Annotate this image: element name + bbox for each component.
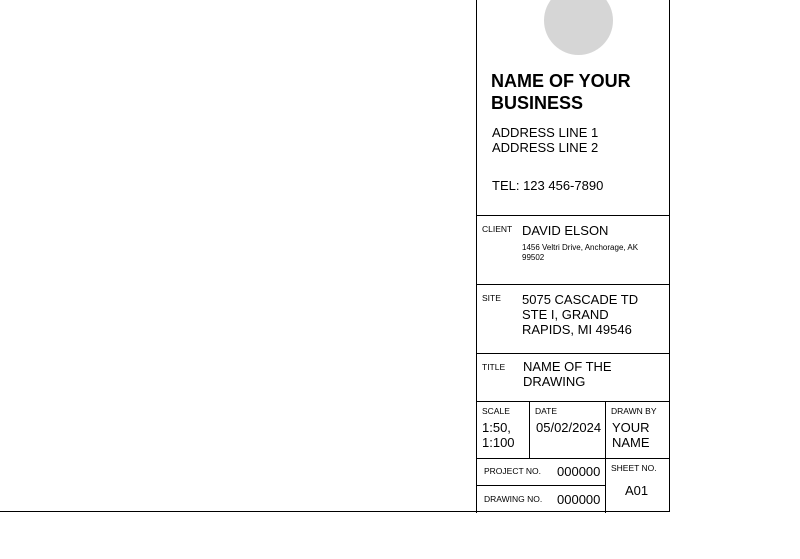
title-label: TITLE	[482, 362, 506, 372]
business-address	[492, 125, 598, 155]
date-label: DATE	[535, 406, 558, 416]
drawn-by-value: YOUR NAME	[612, 420, 650, 450]
scale-value: 1:50, 1:100	[482, 420, 515, 450]
site-label: SITE	[482, 293, 501, 303]
drawn-by-label: DRAWN BY	[611, 406, 657, 416]
drawing-no-label: DRAWING NO.	[484, 494, 543, 504]
project-no-label: PROJECT NO.	[484, 466, 541, 476]
divider	[477, 458, 670, 459]
divider	[605, 401, 606, 513]
sheet-no-value: A01	[625, 483, 649, 498]
divider	[477, 215, 670, 216]
business-tel: TEL: 123 456-7890	[492, 178, 604, 193]
divider	[477, 284, 670, 285]
client-address: 1456 Veltri Drive, Anchorage, AK 99502	[522, 243, 639, 262]
divider	[477, 485, 605, 486]
drawing-no-value: 000000	[557, 492, 601, 507]
divider	[529, 401, 530, 458]
address-line-1: ADDRESS LINE 1	[492, 125, 599, 140]
divider	[477, 353, 670, 354]
scale-label: SCALE	[482, 406, 510, 416]
divider	[477, 401, 670, 402]
address-line-2: ADDRESS LINE 2	[492, 140, 599, 155]
title-block	[476, 0, 670, 513]
sheet-no-label: SHEET NO.	[611, 463, 657, 473]
drawing-title: NAME OF THE DRAWING	[523, 359, 612, 389]
business-name: NAME OF YOUR BUSINESS	[491, 71, 631, 113]
client-name: DAVID ELSON	[522, 223, 609, 238]
project-no-value: 000000	[557, 464, 601, 479]
date-value: 05/02/2024	[536, 420, 602, 435]
client-label: CLIENT	[482, 224, 513, 234]
site-address: 5075 CASCADE TD STE I, GRAND RAPIDS, MI 49546	[522, 292, 639, 337]
logo-placeholder	[544, 0, 613, 55]
